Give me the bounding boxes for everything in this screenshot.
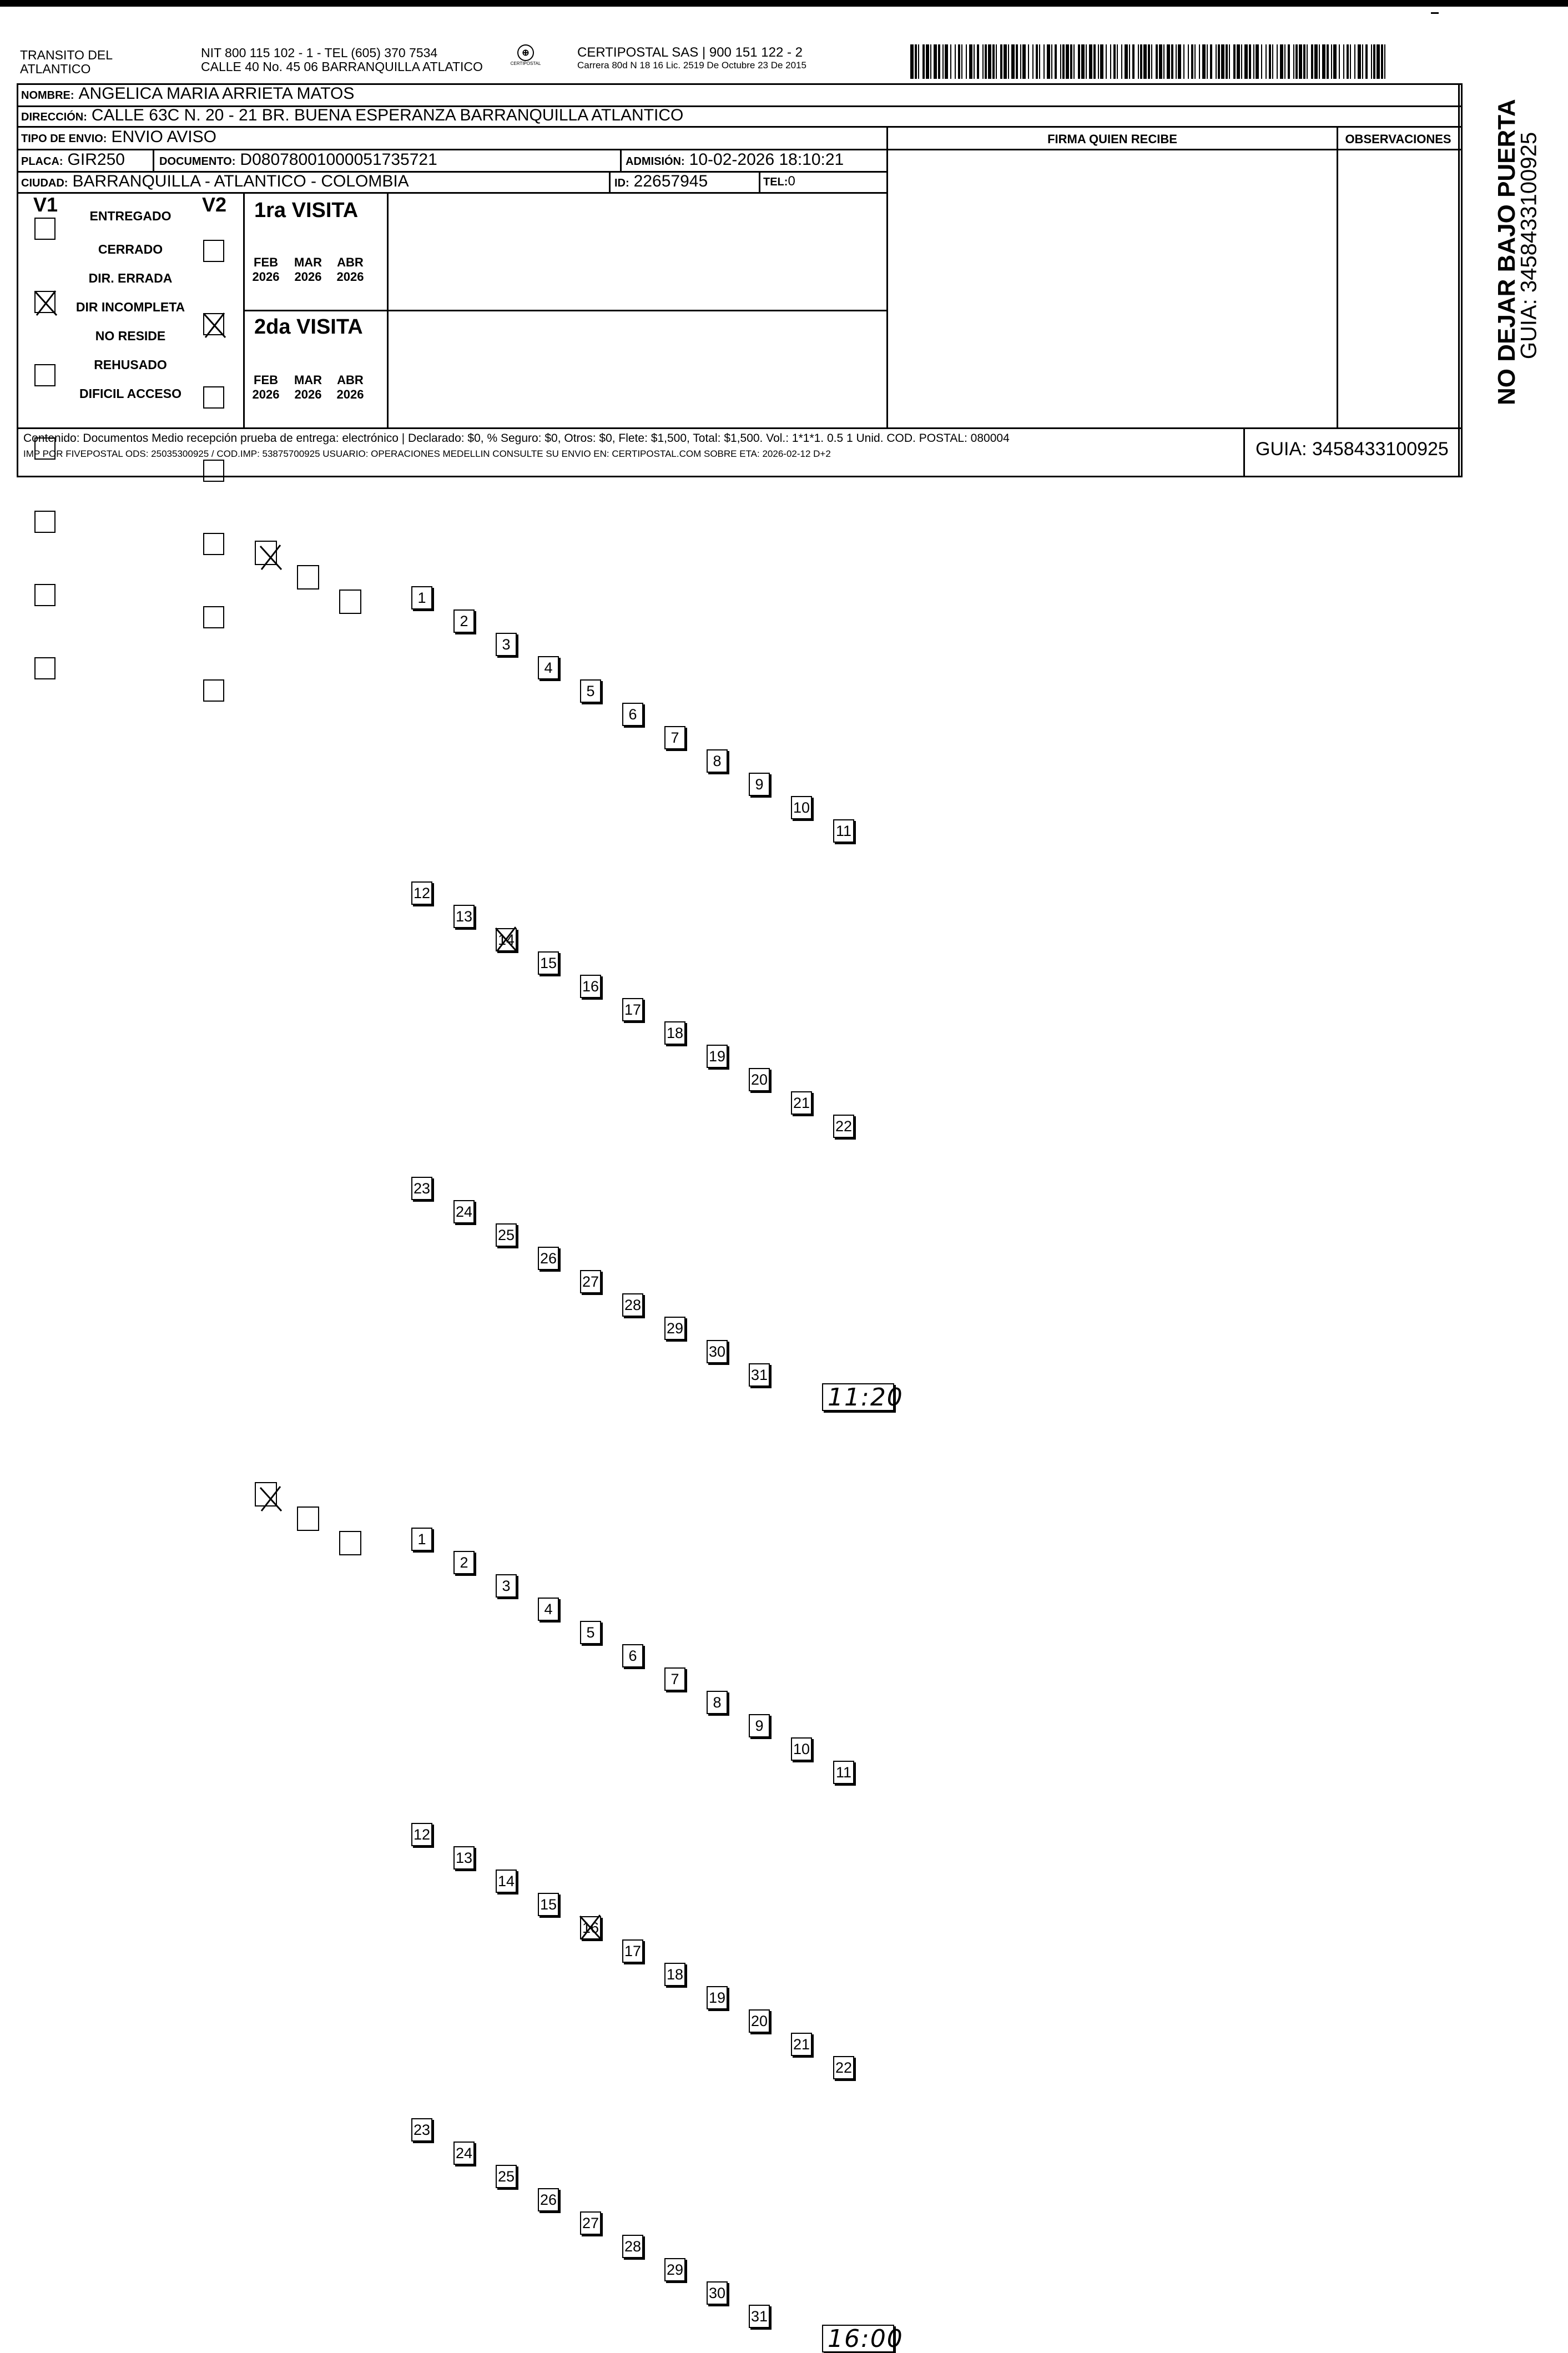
day-box[interactable]: 16	[580, 975, 601, 998]
day-box[interactable]: 1	[411, 1528, 432, 1551]
month-name: FEB	[254, 255, 278, 269]
cell-divider	[153, 149, 154, 171]
tel-label: TEL:	[763, 176, 788, 188]
carrier-block	[577, 46, 806, 71]
barcode	[910, 44, 1393, 79]
cell-divider	[620, 149, 622, 171]
certipostal-logo	[506, 44, 545, 66]
cell-divider	[609, 171, 611, 192]
tipo-envio-field	[21, 128, 216, 147]
v2-checkbox[interactable]	[203, 606, 224, 628]
direccion-value: CALLE 63C N. 20 - 21 BR. BUENA ESPERANZA BARRANQUILLA ATLANTICO	[91, 106, 684, 124]
v1-checkbox[interactable]	[34, 364, 56, 386]
day-box[interactable]: 14	[496, 928, 517, 951]
v1-checkbox[interactable]	[34, 218, 56, 240]
admision-label: ADMISIÓN:	[626, 155, 685, 168]
day-box[interactable]: 19	[707, 1045, 728, 1068]
month-label	[247, 255, 285, 284]
tel-field	[763, 174, 795, 189]
status-label: REHUSADO	[94, 357, 167, 372]
day-box[interactable]: 13	[453, 1846, 475, 1870]
day-box[interactable]: 11	[833, 819, 854, 843]
month-name: FEB	[254, 373, 278, 387]
observaciones-header: OBSERVACIONES	[1345, 132, 1451, 146]
day-box[interactable]: 14	[496, 1870, 517, 1893]
firma-header: FIRMA QUIEN RECIBE	[1047, 132, 1177, 146]
day-box[interactable]: 22	[833, 1115, 854, 1138]
day-box[interactable]: 2	[453, 1551, 475, 1574]
day-box[interactable]: 29	[664, 1317, 685, 1340]
day-box[interactable]: 15	[538, 1893, 559, 1916]
day-box[interactable]: 28	[622, 1293, 643, 1317]
day-box[interactable]: 12	[411, 881, 432, 905]
day-box[interactable]: 21	[791, 1091, 812, 1115]
side-notice	[1474, 99, 1541, 416]
month-checkbox[interactable]	[339, 589, 361, 614]
logo-text: CERTIPOSTAL	[510, 61, 541, 66]
month-name: MAR	[294, 255, 322, 269]
day-box[interactable]: 18	[664, 1021, 685, 1045]
day-box[interactable]: 20	[749, 1068, 770, 1091]
nombre-value: ANGELICA MARIA ARRIETA MATOS	[78, 84, 355, 103]
day-box[interactable]: 15	[538, 951, 559, 975]
day-box[interactable]: 8	[707, 749, 728, 773]
column-divider	[1243, 427, 1245, 477]
month-year: 2026	[252, 270, 280, 284]
signature-area[interactable]	[888, 150, 1337, 427]
day-box[interactable]: 9	[749, 773, 770, 796]
day-box[interactable]: 23	[411, 2118, 432, 2142]
status-label: ENTREGADO	[89, 209, 172, 223]
day-box[interactable]: 30	[707, 2281, 728, 2305]
v2-checkbox[interactable]	[203, 460, 224, 482]
v2-checkbox[interactable]	[203, 313, 224, 335]
column-divider	[1458, 83, 1460, 477]
admision-value: 10-02-2026 18:10:21	[689, 150, 844, 169]
day-box[interactable]: 3	[496, 1574, 517, 1598]
month-year: 2026	[294, 270, 322, 284]
day-box[interactable]: 27	[580, 1270, 601, 1293]
day-box[interactable]: 4	[538, 656, 559, 679]
day-box[interactable]: 18	[664, 1963, 685, 1986]
issuer-line2: ATLANTICO	[20, 62, 91, 76]
placa-value: GIR250	[67, 150, 125, 169]
documento-value: D08078001000051735721	[240, 150, 437, 169]
day-box[interactable]: 1	[411, 586, 432, 609]
visit2-days	[0, 1208, 1568, 2353]
v2-checkbox[interactable]	[203, 533, 224, 555]
id-field	[614, 172, 708, 191]
v1-checkbox[interactable]	[34, 584, 56, 606]
day-box[interactable]: 30	[707, 1340, 728, 1363]
month-year: 2026	[336, 270, 364, 284]
day-box[interactable]: 17	[622, 998, 643, 1021]
month-name: MAR	[294, 373, 322, 387]
placa-field	[21, 150, 125, 169]
day-box[interactable]: 10	[791, 796, 812, 819]
v1-checkbox[interactable]	[34, 291, 56, 313]
admision-field	[626, 150, 844, 169]
visit1-days	[0, 384, 1568, 1412]
day-box[interactable]: 8	[707, 1691, 728, 1714]
observations-area[interactable]	[1338, 150, 1458, 427]
day-box[interactable]: 13	[453, 905, 475, 928]
day-box[interactable]: 19	[707, 1986, 728, 2009]
row-divider	[17, 126, 1463, 128]
day-box[interactable]: 9	[749, 1714, 770, 1737]
v2-checkbox[interactable]	[203, 679, 224, 702]
status-label: CERRADO	[98, 242, 163, 256]
direccion-field	[21, 106, 683, 125]
nit-line: NIT 800 115 102 - 1 - TEL (605) 370 7534	[201, 46, 438, 60]
day-box[interactable]: 24	[453, 2142, 475, 2165]
barcode-bar	[1385, 44, 1389, 79]
day-checkmark-icon	[576, 1912, 606, 1947]
month-year: 2026	[252, 387, 280, 401]
month-checkbox[interactable]	[297, 1506, 319, 1531]
day-box[interactable]: 16	[580, 1916, 601, 1939]
status-label: DIR. ERRADA	[88, 271, 173, 285]
no-dejar-bajo-puerta: NO DEJAR BAJO PUERTA	[1493, 99, 1520, 405]
day-box[interactable]: 2	[453, 609, 475, 633]
v2-checkbox[interactable]	[203, 240, 224, 262]
status-label: NO RESIDE	[95, 329, 166, 343]
row-divider	[17, 192, 888, 194]
tipo-envio-label: TIPO DE ENVIO:	[21, 133, 107, 145]
v2-checkbox[interactable]	[203, 386, 224, 409]
issuer-block	[20, 48, 113, 76]
ciudad-field	[21, 172, 409, 191]
day-box[interactable]: 5	[580, 1621, 601, 1644]
nombre-field	[21, 84, 354, 103]
day-checkmark-icon	[491, 924, 521, 959]
imp-line: IMP POR FIVEPOSTAL ODS: 25035300925 / COD.IMP: 53875700925 USUARIO: OPERACIONES MEDELLIN CONSULTE SU ENVIO EN: CERTIPOSTAL.COM SOBRE ETA: 2026-02-12 D+2	[23, 449, 831, 459]
placa-label: PLACA:	[21, 155, 63, 168]
month-checkbox[interactable]	[255, 541, 277, 565]
v1-checkbox[interactable]	[34, 511, 56, 533]
id-label: ID:	[614, 177, 629, 189]
day-box[interactable]: 28	[622, 2235, 643, 2258]
carrier-line2: Carrera 80d N 18 16 Lic. 2519 De Octubre 23 De 2015	[577, 60, 806, 70]
edge-mark	[1431, 12, 1439, 14]
day-box[interactable]: 12	[411, 1823, 432, 1846]
day-box[interactable]: 29	[664, 2258, 685, 2281]
month-label	[331, 373, 369, 402]
day-box[interactable]: 17	[622, 1939, 643, 1963]
address-line: CALLE 40 No. 45 06 BARRANQUILLA ATLATICO	[201, 59, 483, 74]
month-checkbox[interactable]	[297, 565, 319, 589]
visit1-title: 1ra VISITA	[254, 199, 359, 222]
day-box[interactable]: 25	[496, 2165, 517, 2188]
day-box[interactable]: 10	[791, 1737, 812, 1761]
day-box[interactable]: 5	[580, 679, 601, 703]
day-box[interactable]: 20	[749, 2009, 770, 2033]
ciudad-label: CIUDAD:	[21, 177, 68, 189]
handwritten-time[interactable]	[822, 1383, 904, 1412]
month-label	[289, 255, 327, 284]
day-box[interactable]: 4	[538, 1598, 559, 1621]
day-box[interactable]: 27	[580, 2211, 601, 2235]
time-value: 11:20	[828, 1383, 904, 1412]
cell-divider	[759, 171, 760, 192]
visit-divider	[243, 310, 888, 311]
handwritten-time[interactable]	[822, 2325, 904, 2353]
issuer-contact	[201, 46, 483, 74]
month-year: 2026	[294, 387, 322, 401]
month-checkbox[interactable]	[255, 1482, 277, 1506]
month-label	[247, 373, 285, 402]
ciudad-value: BARRANQUILLA - ATLANTICO - COLOMBIA	[72, 172, 409, 190]
day-box[interactable]: 21	[791, 2033, 812, 2056]
logo-mark-icon: ⊕	[517, 44, 534, 61]
day-box[interactable]: 31	[749, 2305, 770, 2328]
month-year: 2026	[336, 387, 364, 401]
documento-label: DOCUMENTO:	[159, 155, 236, 168]
v1-checkbox[interactable]	[34, 657, 56, 679]
day-box[interactable]: 7	[664, 1667, 685, 1691]
carrier-line1: CERTIPOSTAL SAS | 900 151 122 - 2	[577, 45, 803, 60]
day-box[interactable]: 26	[538, 2188, 559, 2211]
day-box[interactable]: 23	[411, 1177, 432, 1200]
day-box[interactable]: 26	[538, 1247, 559, 1270]
day-box[interactable]: 6	[622, 703, 643, 726]
id-value: 22657945	[633, 172, 708, 190]
documento-field	[159, 150, 437, 169]
day-box[interactable]: 22	[833, 2056, 854, 2079]
status-label: DIFICIL ACCESO	[79, 386, 181, 401]
day-box[interactable]: 3	[496, 633, 517, 656]
day-box[interactable]: 11	[833, 1761, 854, 1784]
month-label	[331, 255, 369, 284]
tipo-envio-value: ENVIO AVISO	[111, 128, 216, 146]
v2-header: V2	[202, 193, 227, 216]
month-label	[289, 373, 327, 402]
footer-divider	[17, 427, 1463, 429]
v1-header: V1	[33, 193, 58, 216]
tel-value: 0	[788, 174, 795, 189]
visit2-title: 2da VISITA	[254, 315, 363, 339]
day-box[interactable]: 25	[496, 1223, 517, 1247]
side-guia: GUIA: 3458433100925	[1516, 132, 1541, 360]
nombre-label: NOMBRE:	[21, 89, 74, 102]
month-checkbox[interactable]	[339, 1531, 361, 1555]
month-name: ABR	[337, 255, 364, 269]
issuer-line1: TRANSITO DEL	[20, 48, 113, 62]
day-box[interactable]: 31	[749, 1363, 770, 1387]
top-edge-bar	[0, 0, 1568, 7]
guia-number: GUIA: 3458433100925	[1256, 439, 1449, 460]
day-box[interactable]: 24	[453, 1200, 475, 1223]
direccion-label: DIRECCIÓN:	[21, 111, 87, 123]
time-value: 16:00	[828, 2325, 904, 2353]
contenido-line: Contenido: Documentos Medio recepción prueba de entrega: electrónico | Declarado: $0, % Seguro: $0, Otros: $0, Flete: $1,500, Total: $1,500. Vol.: 1*1*1. 0.5 1 Unid. COD. POSTAL: 080004	[23, 432, 1010, 445]
month-name: ABR	[337, 373, 364, 387]
status-label: DIR INCOMPLETA	[75, 300, 185, 314]
day-box[interactable]: 6	[622, 1644, 643, 1667]
day-box[interactable]: 7	[664, 726, 685, 749]
